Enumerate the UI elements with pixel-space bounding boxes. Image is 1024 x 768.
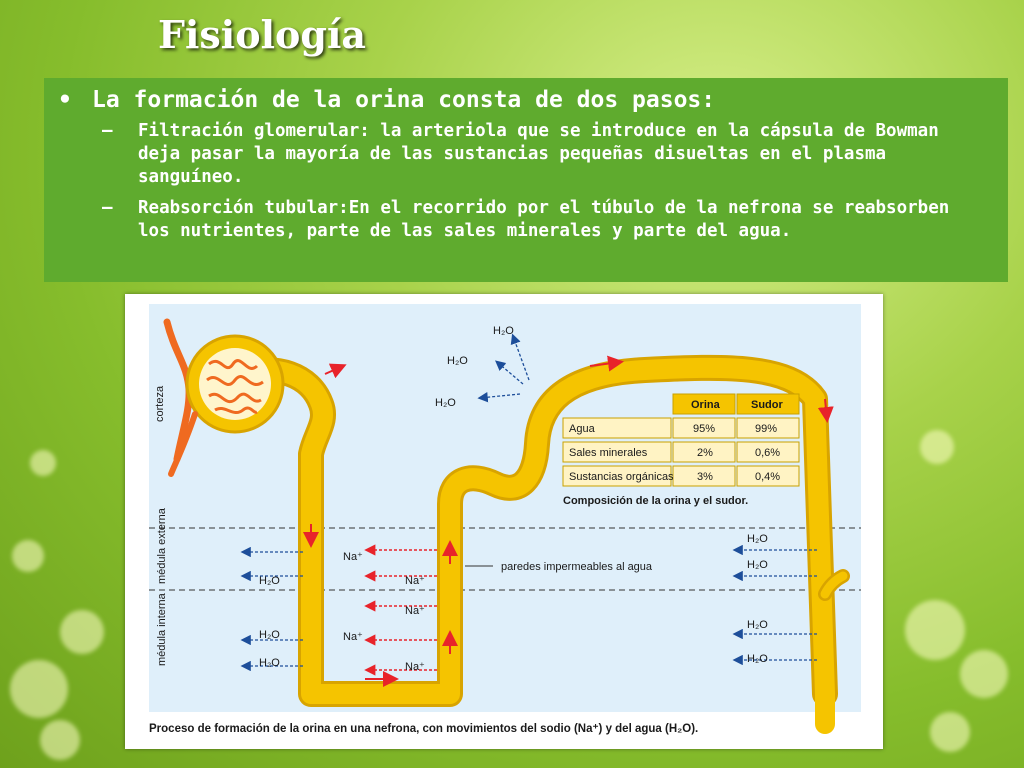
zone-label-corteza: corteza bbox=[154, 385, 166, 422]
table-header: Sudor bbox=[751, 399, 783, 411]
dash-symbol: – bbox=[102, 198, 113, 218]
bullet-symbol: • bbox=[58, 87, 72, 113]
table-cell: 2% bbox=[697, 447, 713, 459]
water-label: H₂O bbox=[747, 653, 768, 665]
sub-item-reabsorption bbox=[102, 197, 988, 243]
water-label: H₂O bbox=[259, 575, 280, 587]
table-caption: Composición de la orina y el sudor. bbox=[563, 495, 749, 507]
table-header: Orina bbox=[691, 399, 720, 411]
table-cell: 99% bbox=[755, 423, 778, 435]
water-label: H₂O bbox=[747, 559, 768, 571]
table-cell: Agua bbox=[569, 423, 595, 435]
water-label: H₂O bbox=[435, 397, 456, 409]
water-label: H₂O bbox=[259, 657, 280, 669]
sodium-label: Na⁺ bbox=[405, 661, 425, 673]
water-label: H₂O bbox=[259, 629, 280, 641]
table-cell: Sustancias orgánicas bbox=[569, 471, 674, 483]
zone-label-medula-interna: médula interna bbox=[156, 593, 168, 666]
table-row bbox=[563, 442, 799, 462]
zone-label-medula-externa: médula externa bbox=[156, 508, 168, 584]
sodium-label: Na⁺ bbox=[343, 551, 363, 563]
sodium-label: Na⁺ bbox=[405, 605, 425, 617]
water-label: H₂O bbox=[747, 619, 768, 631]
sodium-label: Na⁺ bbox=[405, 575, 425, 587]
figure-caption: Proceso de formación de la orina en una nefrona, con movimientos del sodio (Na⁺) y del agua (H₂O). bbox=[149, 723, 699, 735]
water-label: H₂O bbox=[747, 533, 768, 545]
sub-item-filtration bbox=[102, 120, 988, 189]
water-label: H₂O bbox=[447, 355, 468, 367]
table-row bbox=[563, 466, 799, 486]
table-cell: 0,6% bbox=[755, 447, 781, 459]
table-cell: 0,4% bbox=[755, 471, 781, 483]
sub-item-text: Filtración glomerular: la arteriola que se introduce en la cápsula de Bowman deja pasar la mayoría de las sustancias pequeñas disueltas en el plasma sanguíneo. bbox=[138, 121, 939, 187]
table-cell: 3% bbox=[697, 471, 713, 483]
main-bullet-text: La formación de la orina consta de dos pasos: bbox=[92, 87, 716, 113]
water-label: H₂O bbox=[493, 325, 514, 337]
table-row bbox=[563, 418, 799, 438]
table-cell: 95% bbox=[693, 423, 716, 435]
wall-label: paredes impermeables al agua bbox=[501, 561, 653, 573]
content-box bbox=[44, 78, 1008, 282]
dash-symbol: – bbox=[102, 121, 113, 141]
sub-item-text: Reabsorción tubular:En el recorrido por el túbulo de la nefrona se reabsorben los nutrientes, parte de las sales minerales y parte del agua. bbox=[138, 198, 950, 241]
slide-title: Fisiología bbox=[158, 12, 366, 57]
sodium-label: Na⁺ bbox=[343, 631, 363, 643]
nephron-diagram bbox=[125, 294, 883, 749]
table-cell: Sales minerales bbox=[569, 447, 648, 459]
nephron-figure bbox=[125, 294, 883, 749]
main-bullet bbox=[58, 86, 988, 114]
